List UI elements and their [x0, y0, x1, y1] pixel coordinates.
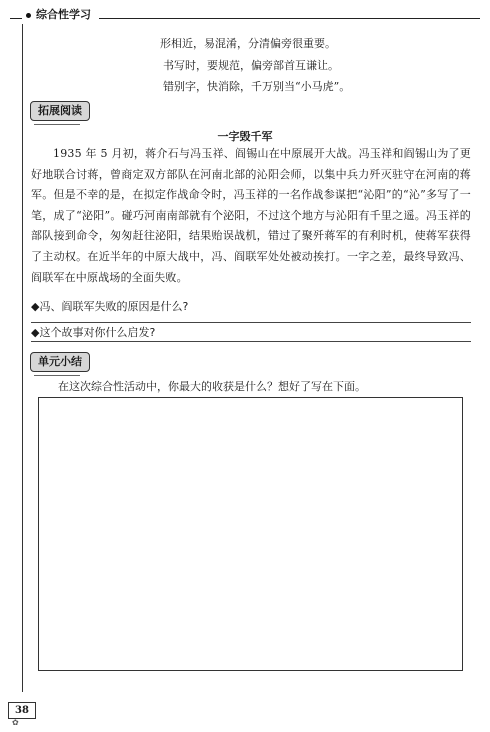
answer-line-2[interactable]: [31, 341, 471, 342]
header-bar: [10, 6, 480, 26]
section-tab: [22, 6, 99, 24]
summary-prompt: 在这次综合性活动中，你最大的收获是什么？想好了写在下面。: [58, 380, 366, 393]
section-label-extended-reading: [30, 101, 90, 121]
page-number: 38: [8, 702, 36, 719]
margin-rule: [22, 24, 23, 692]
poem-line: 形相近，易混淆，分清偏旁很重要。: [160, 37, 336, 50]
poem-line: 书写时，要规范，偏旁部首互谦让。: [163, 59, 339, 72]
bullet-icon: [26, 13, 31, 18]
answer-line-1[interactable]: [31, 322, 471, 323]
story-title: 一字毁千军: [217, 130, 273, 143]
section-label-text: 拓展阅读: [38, 104, 82, 117]
section-label-unit-summary: [30, 352, 90, 372]
poem-line: 错别字，快消除，千万别当“小马虎”。: [163, 80, 351, 93]
story-body: 1935 年 5 月初，蒋介石与冯玉祥、阎锡山在中原展开大战。冯玉祥和阎锡山为了更好地联合讨蒋，曾商定双方部队在河南北部的沁阳会师，以集中兵力歼灭驻守在河南的蒋军。但是不幸的是，在拟定作战命令时，冯玉祥的一名作战参谋把“沁阳”的“沁”多写了一笔，成了“泌阳”。碰巧河南南部就有个泌阳，不过这个地方与沁阳有千里之遥。冯玉祥的部队接到命令，匆匆赶往泌阳，结果贻误战机，错过了聚歼蒋军的有利时机，使蒋军获得了主动权。在近半年的中原大战中，冯、阎联军处处被动挨打。一字之差，最终导致冯、阎联军在中原战场的全面失败。: [31, 147, 471, 284]
section-tab-label: 综合性学习: [36, 8, 91, 21]
question-1: ◆冯、阎联军失败的原因是什么?: [31, 300, 189, 313]
section-label-text: 单元小结: [38, 355, 82, 368]
question-2: ◆这个故事对你什么启发?: [31, 326, 156, 339]
answer-box[interactable]: [38, 397, 463, 671]
page-mark-icon: ✿: [12, 718, 19, 727]
